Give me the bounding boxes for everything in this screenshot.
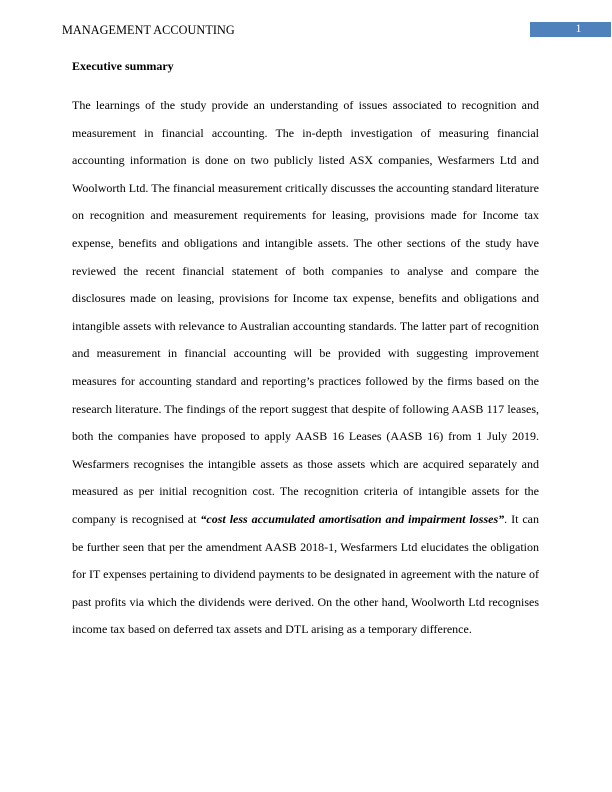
paragraph-line: measures for accounting standard and reporting’s practices followed by the firms based on the [72,373,539,388]
paragraph-line: Woolworth Ltd. The financial measurement critically discusses the accounting standard literature [72,180,539,195]
paragraph-line: The learnings of the study provide an understanding of issues associated to recognition and [72,98,539,112]
paragraph-line: Wesfarmers recognises the intangible assets as those assets which are acquired separately and [72,456,539,471]
paragraph-line: for IT expenses pertaining to dividend payments to be designated in agreement with the nature of [72,567,539,582]
paragraph-line-with-quote [72,506,539,534]
emphasized-quote: “cost less accumulated amortisation and impairment losses” [200,511,505,526]
paragraph-line: research literature. The findings of the report suggest that despite of following AASB 117 leases, [72,401,539,416]
paragraph-line: disclosures made on leasing, provisions for Income tax expense, benefits and obligations and [72,291,539,306]
running-header-title: MANAGEMENT ACCOUNTING [62,23,235,37]
paragraph-line: expense, benefits and obligations and intangible assets. The other sections of the study have [72,235,539,250]
line-text-after-quote: . It can [504,511,539,526]
paragraph-line: be further seen that per the amendment AASB 2018-1, Wesfarmers Ltd elucidates the obligation [72,539,539,554]
paragraph-line: past profits via which the dividends were derived. On the other hand, Woolworth Ltd recognises [72,594,539,609]
paragraph-line: intangible assets with relevance to Australian accounting standards. The latter part of recognition [72,318,539,333]
paragraph-line: accounting information is done on two publicly listed ASX companies, Wesfarmers Ltd and [72,153,539,168]
paragraph-line: both the companies have proposed to apply AASB 16 Leases (AASB 16) from 1 July 2019. [72,429,539,444]
paragraph-line: measured as per initial recognition cost. The recognition criteria of intangible assets for the [72,484,539,499]
line-text-before-quote: company is recognised at [72,511,201,526]
page-number-badge: 1 [530,22,611,37]
section-heading: Executive summary [72,59,174,73]
paragraph-last-line: income tax based on deferred tax assets and DTL arising as a temporary difference. [72,622,472,637]
paragraph-line: on recognition and measurement requirements for leasing, provisions made for Income tax [72,208,539,223]
paragraph-line: measurement in financial accounting. The in-depth investigation of measuring financial [72,125,539,140]
paragraph-line: and measurement in financial accounting will be provided with suggesting improvement [72,346,539,361]
executive-summary-paragraph [72,92,539,644]
paragraph-line: reviewed the recent financial statement of both companies to analyse and compare the [72,263,539,278]
